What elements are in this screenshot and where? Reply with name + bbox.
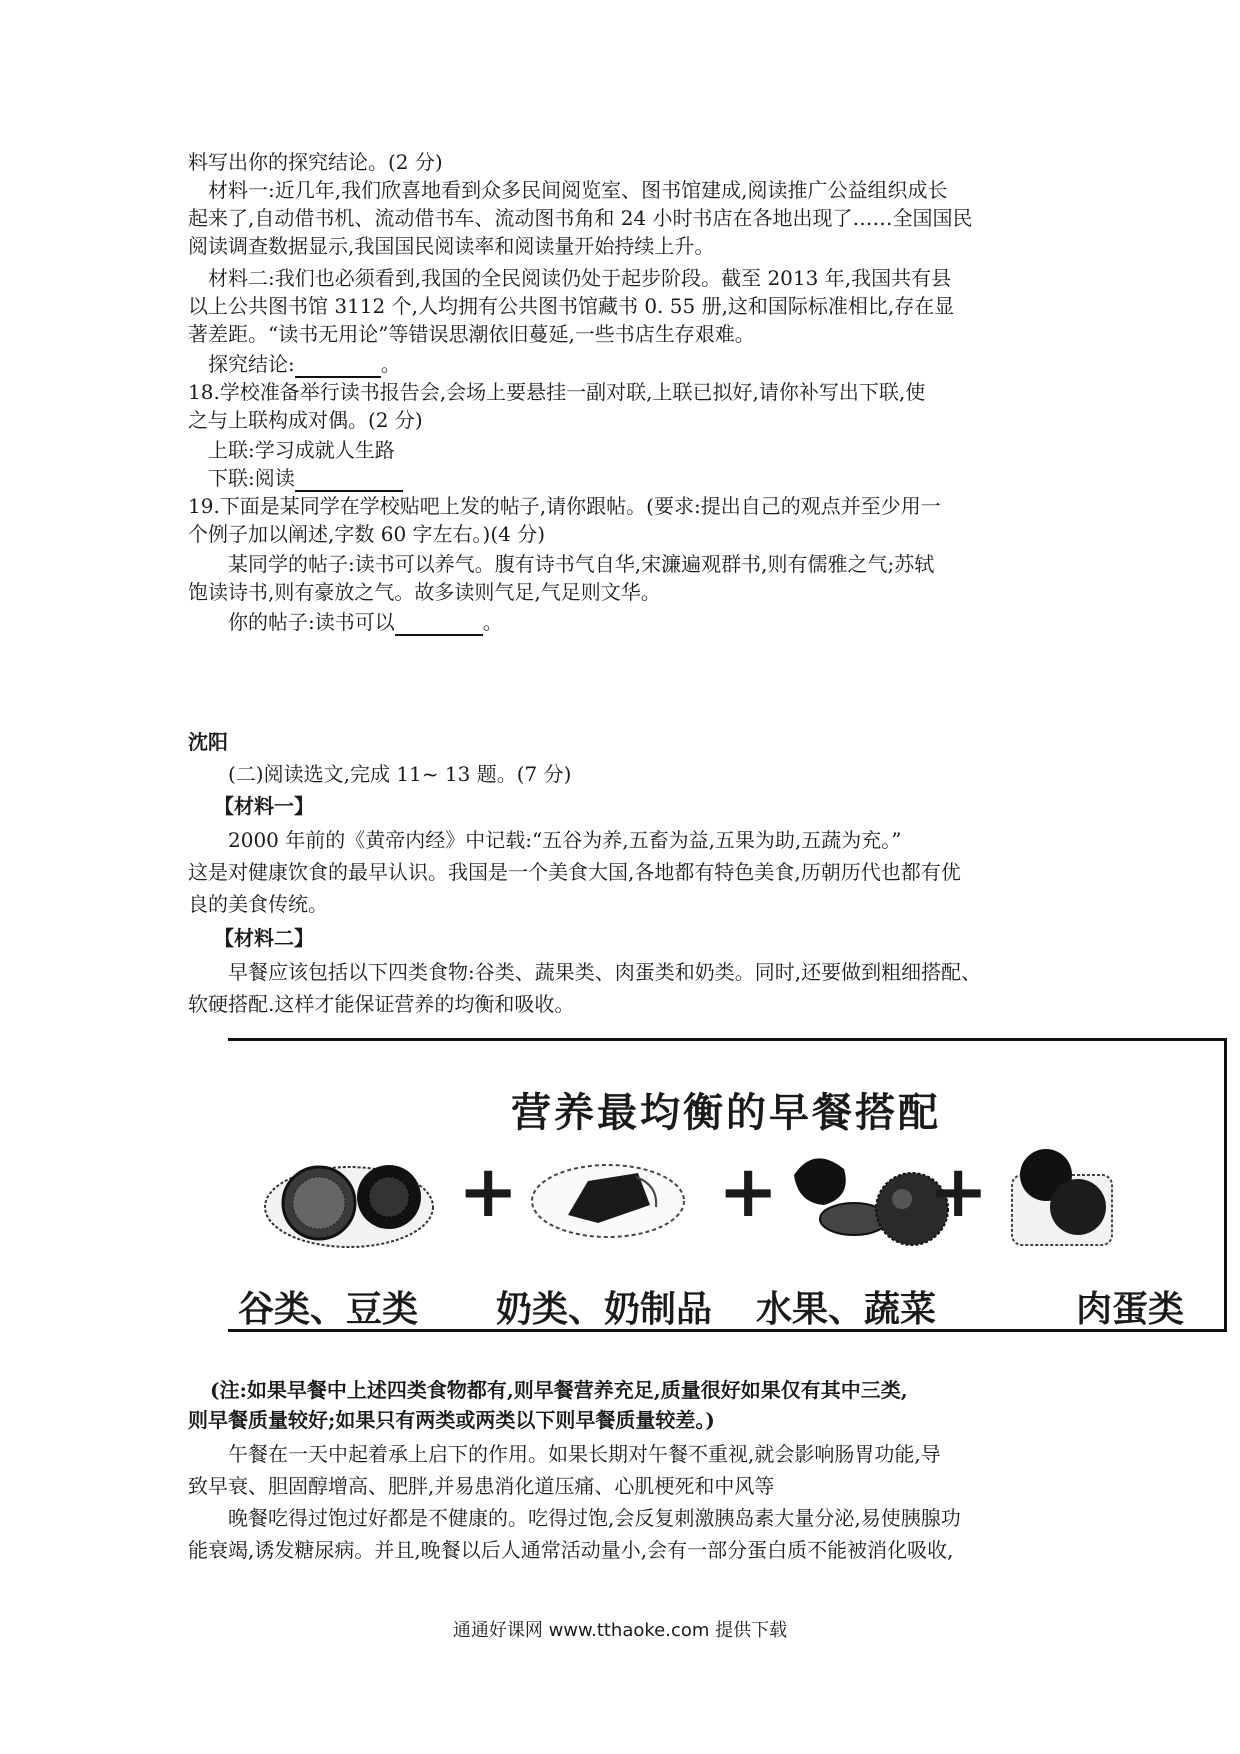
q17-conclusion-blank[interactable] xyxy=(295,354,381,378)
q19-reply-end: 。 xyxy=(482,610,503,634)
q19-reply-blank[interactable] xyxy=(395,612,483,636)
breakfast-figure xyxy=(228,1038,1227,1332)
material2-title: 【材料二】 xyxy=(214,926,314,950)
q17-material2-line2: 以上公共图书馆 3112 个,人均拥有公共图书馆藏书 0. 55 册,这和国际标准相比,存在显 xyxy=(188,294,955,318)
milk-product-icon xyxy=(528,1145,688,1245)
q17-material1-line1: 材料一:近几年,我们欣喜地看到众多民间阅览室、图书馆建成,阅读推广公益组织成长 xyxy=(208,178,948,202)
q19-line1: 19.下面是某同学在学校贴吧上发的帖子,请你跟帖。(要求:提出自己的观点并至少用一 xyxy=(188,494,941,518)
material2-line1: 早餐应该包括以下四类食物:谷类、蔬果类、肉蛋类和奶类。同时,还要做到粗细搭配、 xyxy=(228,960,982,984)
food-caption-fruit-veg: 水果、蔬菜 xyxy=(756,1288,937,1330)
figure-title: 营养最均衡的早餐搭配 xyxy=(511,1089,941,1136)
page-footer: 通通好课网 www.tthaoke.com 提供下载 xyxy=(452,1620,788,1641)
plus-sign-3: + xyxy=(928,1148,989,1233)
q18-lower-couplet xyxy=(208,464,403,492)
material2-line2: 软硬搭配.这样才能保证营养的均衡和吸收。 xyxy=(188,992,575,1016)
q17-material1-line3: 阅读调查数据显示,我国国民阅读率和阅读量开始持续上升。 xyxy=(188,234,715,258)
material1-line1: 2000 年前的《黄帝内经》中记载:“五谷为养,五畜为益,五果为助,五蔬为充。” xyxy=(228,828,902,852)
lunch-para-line1: 午餐在一天中起着承上启下的作用。如果长期对午餐不重视,就会影响肠胃功能,导 xyxy=(228,1442,941,1466)
plus-sign-1: + xyxy=(458,1148,519,1233)
note-line1: (注:如果早餐中上述四类食物都有,则早餐营养充足,质量很好如果仅有其中三类, xyxy=(210,1378,908,1402)
q17-material2-line3: 著差距。“读书无用论”等错误思潮依旧蔓延,一些书店生存艰难。 xyxy=(188,322,755,346)
plus-sign-2: + xyxy=(718,1148,779,1233)
q19-reply-label: 你的帖子:读书可以 xyxy=(228,610,395,634)
q18-upper-couplet: 上联:学习成就人生路 xyxy=(208,438,395,462)
q17-conclusion-end: 。 xyxy=(380,352,401,376)
q17-material1-line2: 起来了,自动借书机、流动借书车、流动图书角和 24 小时书店在各地出现了……全国国民 xyxy=(188,206,973,230)
q17-conclusion-label: 探究结论: xyxy=(208,352,295,376)
q19-post-line1: 某同学的帖子:读书可以养气。腹有诗书气自华,宋濂遍观群书,则有儒雅之气;苏轼 xyxy=(228,552,935,576)
food-caption-meat-egg: 肉蛋类 xyxy=(1076,1288,1185,1330)
q18-lower-label: 下联:阅读 xyxy=(208,466,295,490)
q17-intro: 料写出你的探究结论。(2 分) xyxy=(188,150,443,174)
food-caption-dairy: 奶类、奶制品 xyxy=(496,1288,713,1330)
meat-egg-icon xyxy=(1008,1145,1118,1255)
reading-instruction: (二)阅读选文,完成 11~ 13 题。(7 分) xyxy=(228,762,572,786)
q19-reply xyxy=(228,608,503,636)
lunch-para-line2: 致早衰、胆固醇增高、肥胖,并易患消化道压痛、心肌梗死和中风等 xyxy=(188,1474,775,1498)
q18-line1: 18.学校准备举行读书报告会,会场上要悬挂一副对联,上联已拟好,请你补写出下联,使 xyxy=(188,380,926,404)
q19-post-line2: 饱读诗书,则有豪放之气。故多读则气足,气足则文华。 xyxy=(188,580,661,604)
q18-lower-blank[interactable] xyxy=(295,468,403,492)
material1-line2: 这是对健康饮食的最早认识。我国是一个美食大国,各地都有特色美食,历朝历代也都有优 xyxy=(188,860,961,884)
material1-line3: 良的美食传统。 xyxy=(188,892,328,916)
dinner-para-line2: 能衰竭,诱发糖尿病。并且,晚餐以后人通常活动量小,会有一部分蛋白质不能被消化吸收, xyxy=(188,1538,954,1562)
q18-line2: 之与上联构成对偶。(2 分) xyxy=(188,408,423,432)
grain-bowls-icon xyxy=(264,1145,434,1255)
note-line2: 则早餐质量较好;如果只有两类或两类以下则早餐质量较差。) xyxy=(188,1408,715,1432)
section-heading-shenyang: 沈阳 xyxy=(188,730,228,754)
material1-title: 【材料一】 xyxy=(214,794,314,818)
q17-conclusion xyxy=(208,350,401,378)
food-caption-grains: 谷类、豆类 xyxy=(238,1288,419,1330)
q19-line2: 个例子加以阐述,字数 60 字左右。)(4 分) xyxy=(188,522,546,546)
dinner-para-line1: 晚餐吃得过饱过好都是不健康的。吃得过饱,会反复刺激胰岛素大量分泌,易使胰腺功 xyxy=(228,1506,961,1530)
q17-material2-line1: 材料二:我们也必须看到,我国的全民阅读仍处于起步阶段。截至 2013 年,我国共有县 xyxy=(208,266,952,290)
